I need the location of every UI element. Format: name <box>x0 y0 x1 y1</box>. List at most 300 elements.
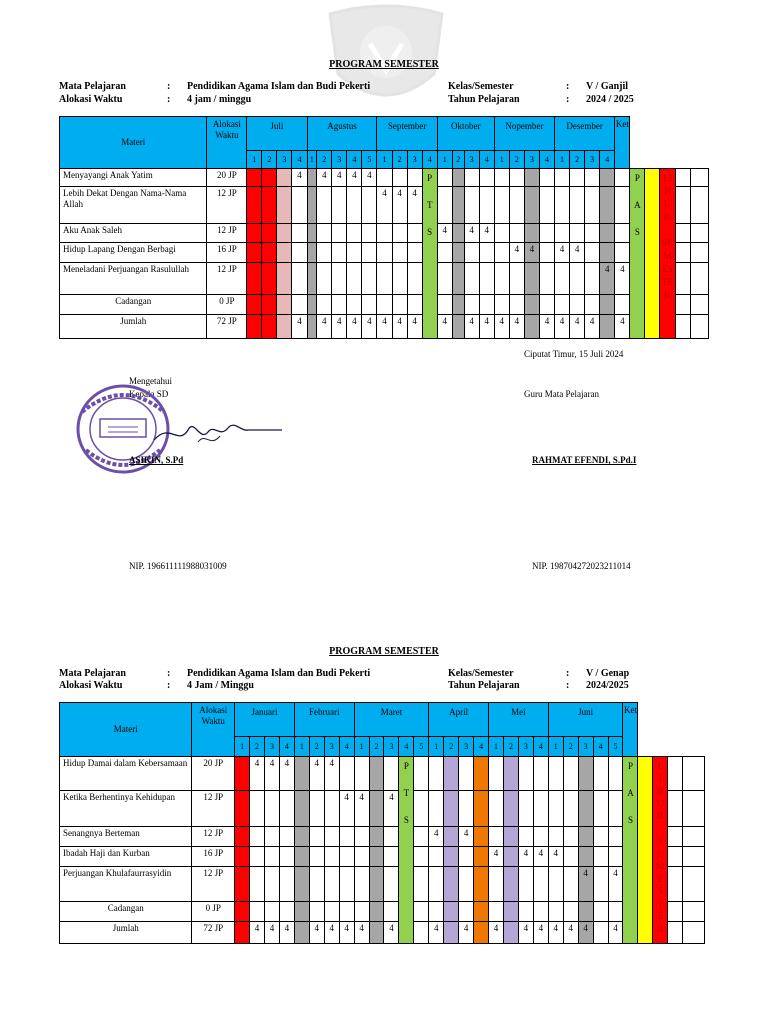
week-cell <box>309 791 324 827</box>
materi-cell: Ketika Berhentinya Kehidupan <box>60 791 192 827</box>
week-cell <box>452 295 464 315</box>
week-cell <box>279 867 294 902</box>
week-cell <box>250 791 265 827</box>
pts-column: P T S <box>422 169 437 339</box>
week-cell <box>347 243 362 263</box>
week-cell <box>474 757 489 791</box>
week-cell: 4 <box>347 169 362 187</box>
week-cell <box>250 902 265 922</box>
materi-cell: Ibadah Haji dan Kurban <box>60 847 192 867</box>
alokasi-cell: 12 JP <box>207 187 247 224</box>
guru-nip: NIP. 198704272023211014 <box>532 561 631 571</box>
week-cell: 4 <box>384 791 399 827</box>
week-cell <box>369 847 384 867</box>
week-cell <box>429 867 444 902</box>
week-cell <box>518 757 533 791</box>
week-cell <box>464 187 479 224</box>
week-cell <box>307 315 317 339</box>
guru-label: Guru Mata Pelajaran <box>524 389 599 399</box>
week-cell <box>384 867 399 902</box>
week-cell <box>585 224 600 243</box>
colon: : <box>566 680 570 691</box>
yellow-column <box>638 757 653 944</box>
ket-cell <box>690 263 708 295</box>
week-cell <box>262 187 277 224</box>
week-cell: 4 <box>578 922 593 944</box>
week-cell <box>247 263 262 295</box>
week-cell: 4 <box>548 847 563 867</box>
week-cell <box>414 791 429 827</box>
week-cell: 4 <box>250 757 265 791</box>
header-week: 4 <box>533 737 548 757</box>
week-cell <box>414 902 429 922</box>
week-cell <box>578 827 593 847</box>
alokasi-cell: 16 JP <box>207 243 247 263</box>
week-cell <box>548 827 563 847</box>
week-cell <box>615 169 630 187</box>
header-week: 5 <box>414 737 429 757</box>
meta-right-ganjil <box>448 81 668 105</box>
week-cell: 4 <box>392 315 407 339</box>
week-cell <box>247 315 262 339</box>
week-cell <box>615 243 630 263</box>
label-alokasi-waktu: Alokasi Waktu <box>59 680 123 691</box>
ket-cell <box>690 224 708 243</box>
signature-scribble <box>150 412 285 452</box>
header-ket: Ket <box>623 703 638 757</box>
week-cell <box>503 922 518 944</box>
header-week: 4 <box>539 151 554 169</box>
week-cell <box>369 827 384 847</box>
week-cell <box>524 295 539 315</box>
week-cell <box>503 757 518 791</box>
week-cell: 4 <box>578 867 593 902</box>
week-cell <box>294 902 309 922</box>
week-cell <box>578 757 593 791</box>
week-cell: 4 <box>489 847 504 867</box>
week-cell <box>675 295 690 315</box>
week-cell: 4 <box>324 757 339 791</box>
week-cell <box>570 295 585 315</box>
week-cell <box>309 867 324 902</box>
week-cell <box>262 224 277 243</box>
week-cell <box>668 827 683 847</box>
week-cell <box>354 827 369 847</box>
week-cell <box>354 847 369 867</box>
materi-cell: Hidup Damai dalam Kebersamaan <box>60 757 192 791</box>
week-cell <box>307 243 317 263</box>
week-cell <box>474 791 489 827</box>
alokasi-cell: 12 JP <box>192 791 235 827</box>
week-cell <box>235 867 250 902</box>
ket-cell <box>683 791 705 827</box>
week-cell <box>578 847 593 867</box>
week-cell <box>294 791 309 827</box>
week-cell: 4 <box>317 315 332 339</box>
week-cell <box>347 295 362 315</box>
week-cell: 4 <box>362 315 377 339</box>
week-cell <box>563 847 578 867</box>
week-cell: 4 <box>489 922 504 944</box>
week-cell: 4 <box>494 315 509 339</box>
week-cell <box>369 757 384 791</box>
week-cell <box>459 867 474 902</box>
week-cell <box>585 187 600 224</box>
colon: : <box>566 81 570 92</box>
header-month-oktober: Oktober <box>437 117 494 151</box>
meta-left-genap <box>59 668 379 692</box>
doc-title-ganjil: PROGRAM SEMESTER <box>329 59 439 70</box>
alokasi-cell: 72 JP <box>207 315 247 339</box>
header-week: 4 <box>593 737 608 757</box>
week-cell <box>377 243 392 263</box>
week-cell <box>429 902 444 922</box>
week-cell: 4 <box>339 922 354 944</box>
materi-cell: Menyayangi Anak Yatim <box>60 169 207 187</box>
header-month-mei: Mei <box>489 703 549 737</box>
week-cell <box>503 827 518 847</box>
week-cell <box>414 827 429 847</box>
week-cell <box>479 263 494 295</box>
week-cell <box>539 187 554 224</box>
week-cell <box>503 847 518 867</box>
week-cell <box>444 847 459 867</box>
week-cell <box>437 263 452 295</box>
week-cell <box>354 867 369 902</box>
week-cell: 4 <box>437 224 452 243</box>
week-cell <box>518 827 533 847</box>
week-cell <box>324 902 339 922</box>
week-cell <box>332 295 347 315</box>
week-cell: 4 <box>518 922 533 944</box>
week-cell <box>392 224 407 243</box>
week-cell <box>339 902 354 922</box>
week-cell: 4 <box>539 315 554 339</box>
week-cell <box>279 902 294 922</box>
week-cell <box>324 791 339 827</box>
week-cell <box>324 867 339 902</box>
week-cell <box>524 315 539 339</box>
week-cell <box>600 187 615 224</box>
header-week: 3 <box>464 151 479 169</box>
value-mata-pelajaran: Pendidikan Agama Islam dan Budi Pekerti <box>187 668 371 679</box>
header-week: 5 <box>362 151 377 169</box>
week-cell <box>262 169 277 187</box>
week-cell <box>384 757 399 791</box>
ket-cell <box>683 902 705 922</box>
week-cell <box>524 187 539 224</box>
header-week: 1 <box>554 151 569 169</box>
header-week: 3 <box>384 737 399 757</box>
week-cell <box>277 224 292 243</box>
week-cell <box>533 827 548 847</box>
week-cell <box>533 757 548 791</box>
ket-cell <box>683 757 705 791</box>
week-cell <box>437 295 452 315</box>
week-cell <box>474 827 489 847</box>
week-cell <box>307 224 317 243</box>
row-jumlah-label: Jumlah <box>60 922 192 944</box>
header-week: 2 <box>509 151 524 169</box>
week-cell <box>292 295 307 315</box>
week-cell <box>347 187 362 224</box>
week-cell <box>369 902 384 922</box>
week-cell <box>362 224 377 243</box>
week-cell <box>479 169 494 187</box>
meta-right-genap <box>448 668 668 692</box>
week-cell <box>247 169 262 187</box>
week-cell <box>452 224 464 243</box>
header-month-desember: Desember <box>554 117 614 151</box>
week-cell: 4 <box>437 315 452 339</box>
week-cell <box>250 867 265 902</box>
week-cell <box>503 867 518 902</box>
week-cell <box>464 295 479 315</box>
week-cell <box>608 827 623 847</box>
week-cell <box>452 187 464 224</box>
week-cell: 4 <box>479 315 494 339</box>
yellow-column <box>645 169 660 339</box>
header-week: 2 <box>444 737 459 757</box>
week-cell <box>675 224 690 243</box>
header-week: 1 <box>294 737 309 757</box>
week-cell <box>554 295 569 315</box>
header-month-januari: Januari <box>235 703 295 737</box>
week-cell <box>494 243 509 263</box>
week-cell: 4 <box>509 315 524 339</box>
alokasi-cell: 12 JP <box>207 224 247 243</box>
week-cell <box>509 295 524 315</box>
week-cell <box>262 243 277 263</box>
week-cell <box>563 902 578 922</box>
week-cell <box>600 315 615 339</box>
kepala-sd-label: Kepala SD <box>129 389 169 399</box>
week-cell <box>354 902 369 922</box>
week-cell <box>563 791 578 827</box>
week-cell <box>539 224 554 243</box>
week-cell <box>332 187 347 224</box>
pts-column: P T S <box>399 757 414 944</box>
week-cell: 4 <box>570 243 585 263</box>
week-cell <box>247 243 262 263</box>
week-cell <box>354 757 369 791</box>
header-week: 5 <box>608 737 623 757</box>
week-cell <box>489 902 504 922</box>
alokasi-cell: 20 JP <box>192 757 235 791</box>
header-month-juli: Juli <box>247 117 307 151</box>
alokasi-cell: 12 JP <box>207 263 247 295</box>
week-cell <box>524 224 539 243</box>
week-cell <box>585 169 600 187</box>
week-cell: 4 <box>324 922 339 944</box>
value-alokasi-waktu: 4 Jam / Minggu <box>187 680 254 691</box>
week-cell <box>317 187 332 224</box>
week-cell <box>444 867 459 902</box>
week-cell: 4 <box>459 922 474 944</box>
label-kelas-semester: Kelas/Semester <box>448 81 514 92</box>
materi-cell: Aku Anak Saleh <box>60 224 207 243</box>
header-month-nopember: Nopember <box>494 117 554 151</box>
week-cell: 4 <box>570 315 585 339</box>
week-cell <box>317 263 332 295</box>
pas-column: P A S <box>630 169 645 339</box>
week-cell <box>307 295 317 315</box>
week-cell: 4 <box>429 827 444 847</box>
week-cell <box>474 847 489 867</box>
header-week: 2 <box>309 737 324 757</box>
header-week: 3 <box>524 151 539 169</box>
week-cell <box>615 295 630 315</box>
materi-cell: Hidup Lapang Dengan Berbagi <box>60 243 207 263</box>
meta-left-ganjil <box>59 81 379 105</box>
week-cell <box>509 169 524 187</box>
week-cell <box>675 243 690 263</box>
header-month-april: April <box>429 703 489 737</box>
week-cell <box>362 187 377 224</box>
week-cell <box>668 847 683 867</box>
header-week: 1 <box>235 737 250 757</box>
header-materi: Materi <box>60 703 192 757</box>
label-tahun-pelajaran: Tahun Pelajaran <box>448 680 520 691</box>
header-week: 2 <box>262 151 277 169</box>
week-cell <box>600 295 615 315</box>
ket-cell <box>690 169 708 187</box>
header-week: 3 <box>459 737 474 757</box>
week-cell <box>235 827 250 847</box>
week-cell <box>675 187 690 224</box>
week-cell: 4 <box>407 187 422 224</box>
header-week: 1 <box>494 151 509 169</box>
week-cell: 4 <box>354 922 369 944</box>
value-tahun-pelajaran: 2024/2025 <box>586 680 629 691</box>
week-cell <box>292 224 307 243</box>
week-cell <box>277 263 292 295</box>
week-cell <box>384 827 399 847</box>
week-cell <box>377 295 392 315</box>
week-cell <box>414 867 429 902</box>
header-week: 2 <box>369 737 384 757</box>
week-cell <box>533 791 548 827</box>
header-week: 4 <box>422 151 437 169</box>
week-cell <box>292 263 307 295</box>
week-cell <box>494 295 509 315</box>
week-cell <box>503 902 518 922</box>
week-cell <box>277 243 292 263</box>
mengetahui-label: Mengetahui <box>129 376 172 386</box>
week-cell <box>414 922 429 944</box>
week-cell <box>518 791 533 827</box>
week-cell <box>563 827 578 847</box>
materi-cell: Senangnya Berteman <box>60 827 192 847</box>
header-week: 3 <box>407 151 422 169</box>
week-cell <box>539 295 554 315</box>
week-cell <box>429 757 444 791</box>
week-cell <box>294 757 309 791</box>
week-cell <box>459 902 474 922</box>
week-cell <box>384 847 399 867</box>
week-cell <box>407 224 422 243</box>
week-cell <box>675 315 690 339</box>
week-cell <box>608 791 623 827</box>
week-cell <box>585 263 600 295</box>
header-month-agustus: Agustus <box>307 117 377 151</box>
ket-cell <box>690 315 708 339</box>
header-week: 4 <box>339 737 354 757</box>
week-cell <box>668 757 683 791</box>
week-cell <box>324 827 339 847</box>
week-cell <box>533 867 548 902</box>
week-cell <box>459 847 474 867</box>
week-cell <box>600 169 615 187</box>
week-cell <box>235 757 250 791</box>
week-cell <box>608 757 623 791</box>
week-cell <box>668 791 683 827</box>
week-cell <box>235 791 250 827</box>
label-alokasi-waktu: Alokasi Waktu <box>59 94 123 105</box>
week-cell <box>548 902 563 922</box>
week-cell <box>479 243 494 263</box>
week-cell <box>235 902 250 922</box>
week-cell <box>362 295 377 315</box>
header-week: 4 <box>600 151 615 169</box>
header-week: 4 <box>474 737 489 757</box>
week-cell <box>429 847 444 867</box>
header-ket: Ket <box>615 117 630 169</box>
week-cell <box>479 295 494 315</box>
week-cell: 4 <box>518 847 533 867</box>
week-cell <box>264 867 279 902</box>
doc-title-genap: PROGRAM SEMESTER <box>329 646 439 657</box>
week-cell <box>570 187 585 224</box>
materi-cell: Lebih Dekat Dengan Nama-Nama Allah <box>60 187 207 224</box>
week-cell <box>247 187 262 224</box>
week-cell <box>377 224 392 243</box>
week-cell: 4 <box>279 922 294 944</box>
week-cell <box>277 295 292 315</box>
header-week: 1 <box>548 737 563 757</box>
week-cell <box>518 902 533 922</box>
week-cell <box>539 169 554 187</box>
week-cell: 4 <box>464 224 479 243</box>
week-cell <box>250 827 265 847</box>
week-cell <box>437 243 452 263</box>
week-cell <box>600 243 615 263</box>
colon: : <box>566 668 570 679</box>
week-cell <box>279 847 294 867</box>
week-cell <box>444 922 459 944</box>
week-cell <box>524 169 539 187</box>
header-week: 2 <box>503 737 518 757</box>
week-cell <box>294 847 309 867</box>
value-kelas-semester: V / Ganjil <box>586 81 629 92</box>
header-week: 3 <box>585 151 600 169</box>
week-cell <box>324 847 339 867</box>
week-cell <box>264 791 279 827</box>
week-cell <box>392 295 407 315</box>
week-cell <box>554 263 569 295</box>
week-cell <box>548 791 563 827</box>
week-cell <box>524 263 539 295</box>
week-cell <box>362 243 377 263</box>
week-cell <box>262 315 277 339</box>
week-cell: 4 <box>362 169 377 187</box>
week-cell <box>332 224 347 243</box>
ket-cell <box>690 187 708 224</box>
week-cell: 4 <box>264 922 279 944</box>
week-cell <box>578 902 593 922</box>
week-cell <box>474 922 489 944</box>
week-cell <box>339 757 354 791</box>
